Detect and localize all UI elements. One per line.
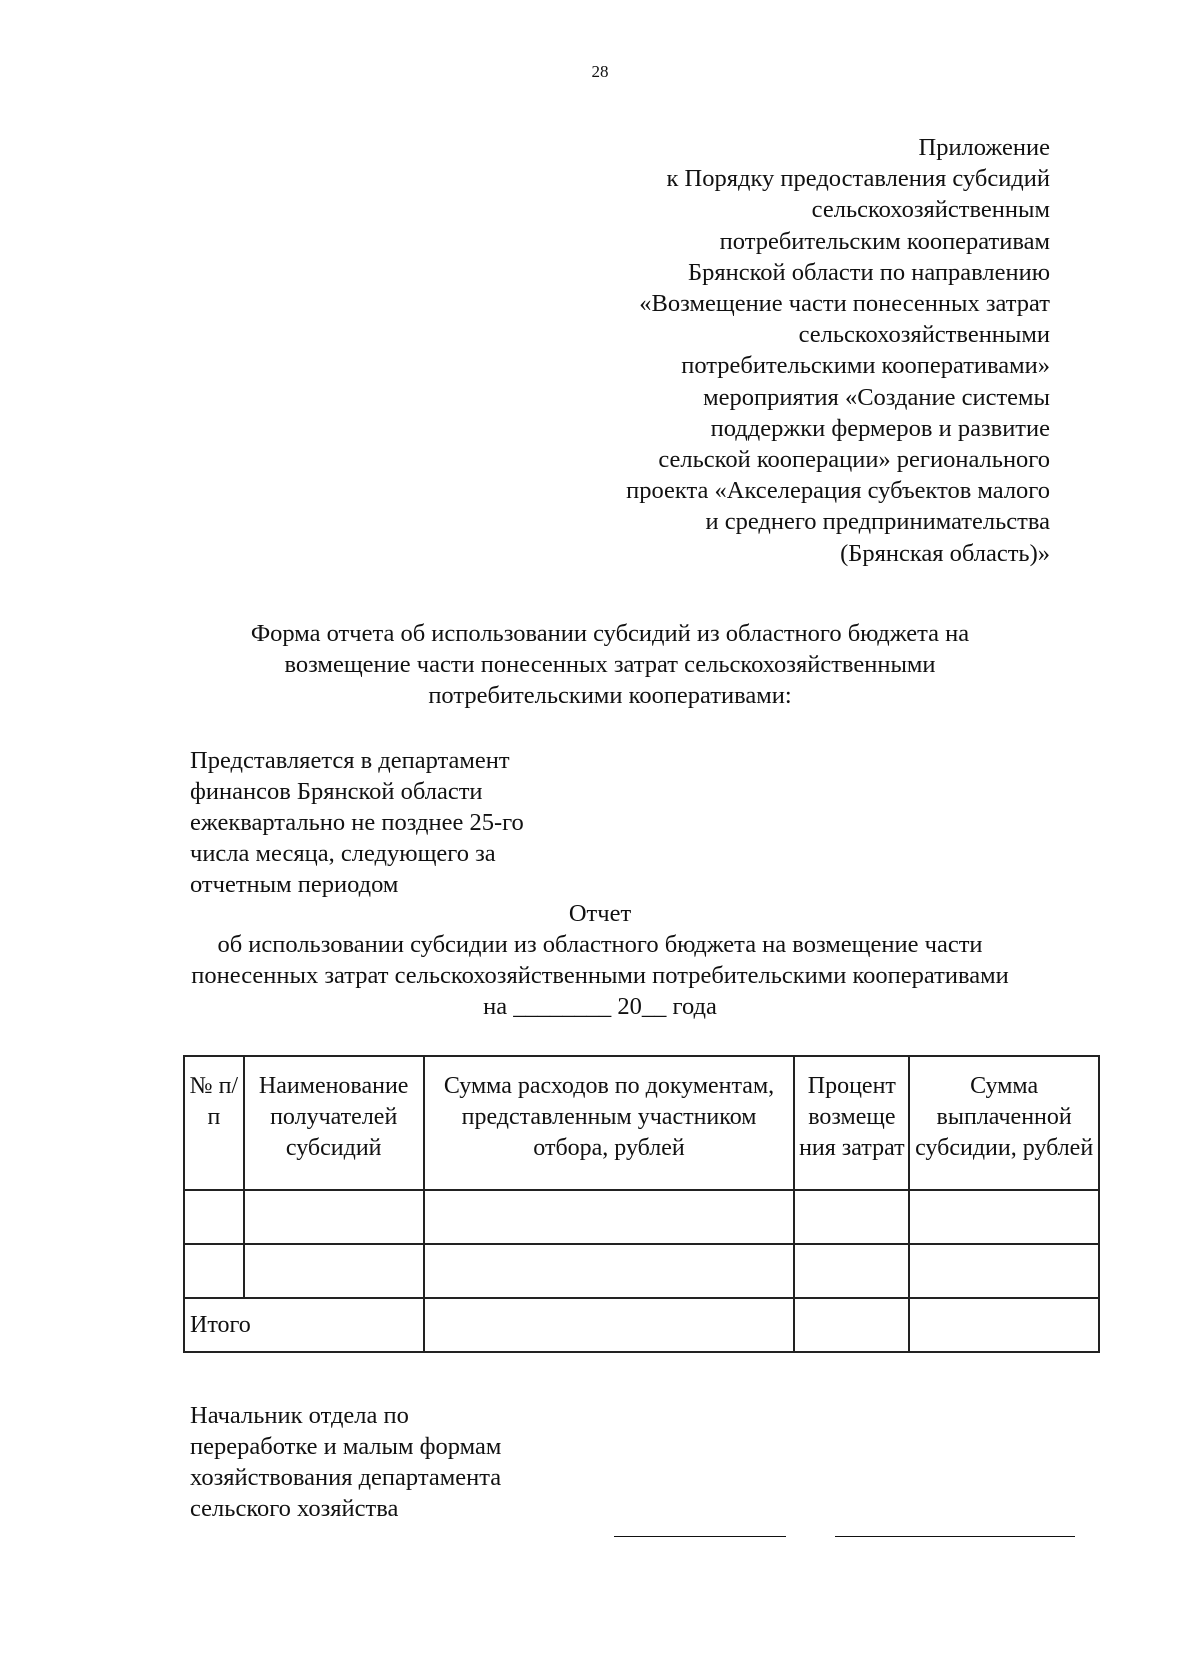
signature-block <box>190 1400 610 1524</box>
form-title-line: Форма отчета об использовании субсидий из областного бюджета на <box>250 620 970 647</box>
table-cell <box>184 1190 244 1244</box>
table-cell <box>424 1190 795 1244</box>
page-number: 28 <box>591 62 609 81</box>
appendix-line: поддержки фермеров и развитие <box>710 414 1050 442</box>
table-cell <box>909 1190 1099 1244</box>
appendix-line: «Возмещение части понесенных затрат <box>639 290 1050 318</box>
appendix-line: и среднего предпринимательства <box>705 508 1050 536</box>
form-title-line: возмещение части понесенных затрат сельскохозяйственными <box>284 651 936 678</box>
appendix-line: Брянской области по направлению <box>688 258 1050 286</box>
signature-title-line: хозяйствования департамента <box>190 1464 502 1491</box>
signature-line <box>614 1536 786 1537</box>
table-cell <box>794 1244 909 1298</box>
submission-note-line: ежеквартально не позднее 25-го <box>190 809 524 836</box>
form-title <box>130 618 1090 711</box>
submission-note-line: числа месяца, следующего за <box>190 840 496 867</box>
appendix-line: сельскохозяйственным <box>811 196 1050 224</box>
signature-title-line: сельского хозяйства <box>190 1495 399 1522</box>
header-expense-amount: Сумма расходов по документам, представленным участником отбора, рублей <box>424 1056 795 1190</box>
header-recipient-name: Наименование получателей субсидий <box>244 1056 424 1190</box>
submission-note-line: отчетным периодом <box>190 871 399 898</box>
appendix-heading <box>530 132 1050 569</box>
table-header-row <box>184 1056 1099 1190</box>
name-line <box>835 1536 1075 1537</box>
table-cell <box>794 1190 909 1244</box>
form-title-line: потребительскими кооперативами: <box>428 682 792 709</box>
appendix-line: сельскохозяйственными <box>798 321 1050 349</box>
table-cell <box>424 1244 795 1298</box>
appendix-line: (Брянская область)» <box>840 539 1050 567</box>
submission-note-line: финансов Брянской области <box>190 778 483 805</box>
total-label: Итого <box>184 1298 424 1352</box>
report-subtitle-line: понесенных затрат сельскохозяйственными потребительскими кооперативами <box>191 962 1009 989</box>
header-paid-subsidy-amount: Сумма выплаченной субсидии, рублей <box>909 1056 1099 1190</box>
signature-title-line: переработке и малым формам <box>190 1433 502 1460</box>
report-subtitle-line: об использовании субсидии из областного бюджета на возмещение части <box>217 931 983 958</box>
report-date-line: на ________ 20__ года <box>483 993 717 1020</box>
appendix-line: Приложение <box>918 134 1050 161</box>
appendix-line: к Порядку предоставления субсидий <box>666 165 1050 193</box>
appendix-line: мероприятия «Создание системы <box>703 383 1050 411</box>
table-cell <box>244 1244 424 1298</box>
table-cell <box>424 1298 795 1352</box>
signature-title-line: Начальник отдела по <box>190 1402 409 1429</box>
report-title: Отчет <box>568 900 632 927</box>
table-cell <box>794 1298 909 1352</box>
submission-note-line: Представляется в департамент <box>190 747 510 774</box>
appendix-line: потребительским кооперативам <box>719 227 1050 255</box>
table-row <box>184 1190 1099 1244</box>
table-row <box>184 1244 1099 1298</box>
table-cell <box>244 1190 424 1244</box>
table-cell <box>909 1244 1099 1298</box>
appendix-line: сельской кооперации» регионального <box>658 446 1050 474</box>
appendix-line: потребительскими кооперативами» <box>681 352 1050 380</box>
header-number: № п/п <box>184 1056 244 1190</box>
report-table <box>183 1055 1100 1353</box>
report-heading <box>100 898 1100 1022</box>
header-reimbursement-percent: Процент возмеще ния затрат <box>794 1056 909 1190</box>
table-total-row <box>184 1298 1099 1352</box>
table-cell <box>909 1298 1099 1352</box>
submission-note <box>190 745 610 900</box>
appendix-line: проекта «Акселерация субъектов малого <box>626 477 1050 505</box>
table-cell <box>184 1244 244 1298</box>
